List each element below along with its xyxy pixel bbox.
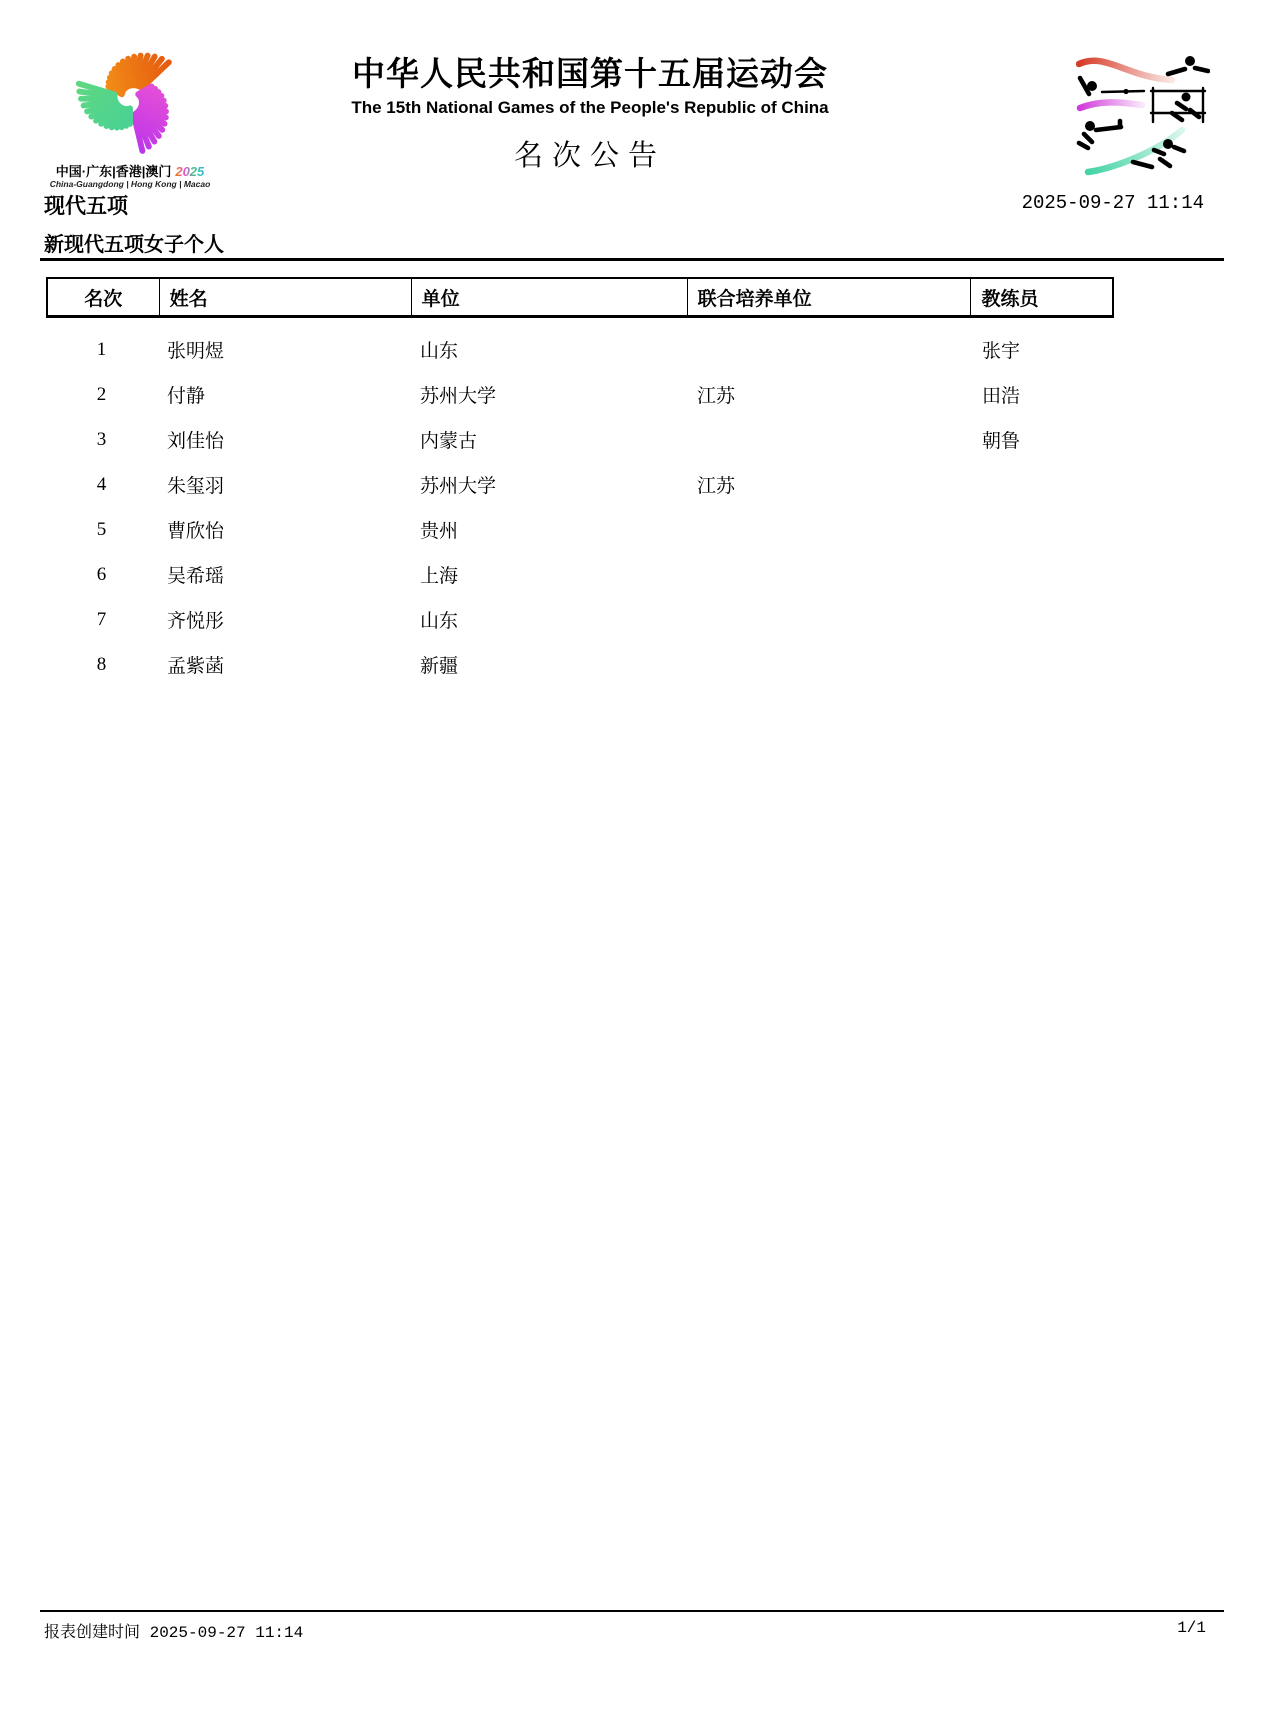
column-header-coach: 教练员 — [970, 279, 1112, 315]
unit-cell: 山东 — [420, 341, 459, 362]
report-created-time: 报表创建时间 2025-09-27 11:14 — [44, 1624, 304, 1642]
coach-cell: 田浩 — [982, 386, 1021, 407]
table-row — [46, 552, 1114, 597]
name-cell: 吴希瑶 — [167, 566, 225, 587]
magenta-swoosh-icon — [1080, 102, 1142, 108]
modern-pentathlon-pictogram — [1076, 50, 1210, 180]
header-titles — [252, 54, 928, 173]
table-row — [46, 372, 1114, 417]
name-cell: 朱玺羽 — [167, 476, 225, 497]
name-cell: 刘佳怡 — [167, 431, 225, 452]
footer-divider — [40, 1610, 1224, 1612]
unit-cell: 上海 — [420, 566, 459, 587]
swimmer-icon — [1168, 56, 1208, 74]
joint-unit-cell: 江苏 — [697, 476, 736, 497]
column-header-rank: 名次 — [84, 288, 123, 310]
logo-caption — [46, 164, 214, 179]
games-title-en: The 15th National Games of the People's Republic of China — [351, 98, 829, 117]
rank-cell: 4 — [96, 473, 107, 495]
red-swoosh-icon — [1079, 61, 1172, 80]
joint-unit-cell — [687, 327, 972, 372]
name-cell: 孟紫菡 — [167, 656, 225, 677]
joint-unit-cell — [687, 642, 972, 687]
rank-cell: 5 — [96, 518, 107, 540]
unit-cell: 山东 — [420, 611, 459, 632]
rank-cell: 2 — [96, 383, 107, 405]
table-row — [46, 462, 1114, 507]
games-title-cn: 中华人民共和国第十五届运动会 — [352, 55, 828, 92]
rank-cell: 7 — [96, 608, 107, 630]
logo-caption-en: China-Guangdong | Hong Kong | Macao — [49, 179, 211, 189]
coach-cell — [972, 507, 1114, 552]
unit-cell: 新疆 — [420, 656, 459, 677]
header-divider — [40, 258, 1224, 261]
name-cell: 张明煜 — [167, 341, 225, 362]
unit-cell: 苏州大学 — [420, 476, 497, 497]
joint-unit-cell: 江苏 — [697, 386, 736, 407]
table-header-row — [46, 277, 1114, 318]
logo-firework-icon — [55, 36, 205, 164]
joint-unit-cell — [687, 507, 972, 552]
table-body — [46, 318, 1114, 687]
rank-cell: 8 — [96, 653, 107, 675]
unit-cell: 内蒙古 — [420, 431, 478, 452]
equestrian-icon — [1151, 88, 1205, 122]
games-logo — [46, 36, 214, 190]
unit-cell: 苏州大学 — [420, 386, 497, 407]
joint-unit-cell — [687, 597, 972, 642]
coach-cell — [972, 642, 1114, 687]
table-row — [46, 417, 1114, 462]
page-number: 1/1 — [1177, 1619, 1206, 1637]
report-datetime: 2025-09-27 11:14 — [1021, 192, 1204, 214]
joint-unit-cell — [687, 417, 972, 462]
rank-cell: 3 — [96, 428, 107, 450]
name-cell: 齐悦彤 — [167, 611, 225, 632]
fencer-icon — [1080, 78, 1144, 94]
name-cell: 曹欣怡 — [167, 521, 225, 542]
event-name: 新现代五项女子个人 — [44, 234, 224, 256]
coach-cell: 朝鲁 — [982, 431, 1021, 452]
coach-cell: 张宇 — [982, 341, 1021, 362]
coach-cell — [972, 462, 1114, 507]
column-header-unit: 单位 — [411, 279, 687, 315]
name-cell: 付静 — [167, 386, 206, 407]
rank-cell: 1 — [96, 338, 107, 360]
rank-cell: 6 — [96, 563, 107, 585]
logo-caption-year: 2025 — [175, 164, 205, 179]
shooter-icon — [1079, 121, 1121, 148]
table-row — [46, 597, 1114, 642]
table-row — [46, 327, 1114, 372]
column-header-name: 姓名 — [159, 279, 411, 315]
page-title: 名次公告 — [513, 140, 666, 172]
sport-name: 现代五项 — [44, 195, 128, 218]
joint-unit-cell — [687, 552, 972, 597]
table-row — [46, 642, 1114, 687]
logo-caption-cn: 中国·广东|香港|澳门 — [55, 164, 172, 179]
coach-cell — [972, 597, 1114, 642]
ranking-table — [46, 277, 1114, 687]
column-header-joint-unit: 联合培养单位 — [687, 279, 971, 315]
table-row — [46, 507, 1114, 552]
unit-cell: 贵州 — [420, 521, 459, 542]
coach-cell — [972, 552, 1114, 597]
